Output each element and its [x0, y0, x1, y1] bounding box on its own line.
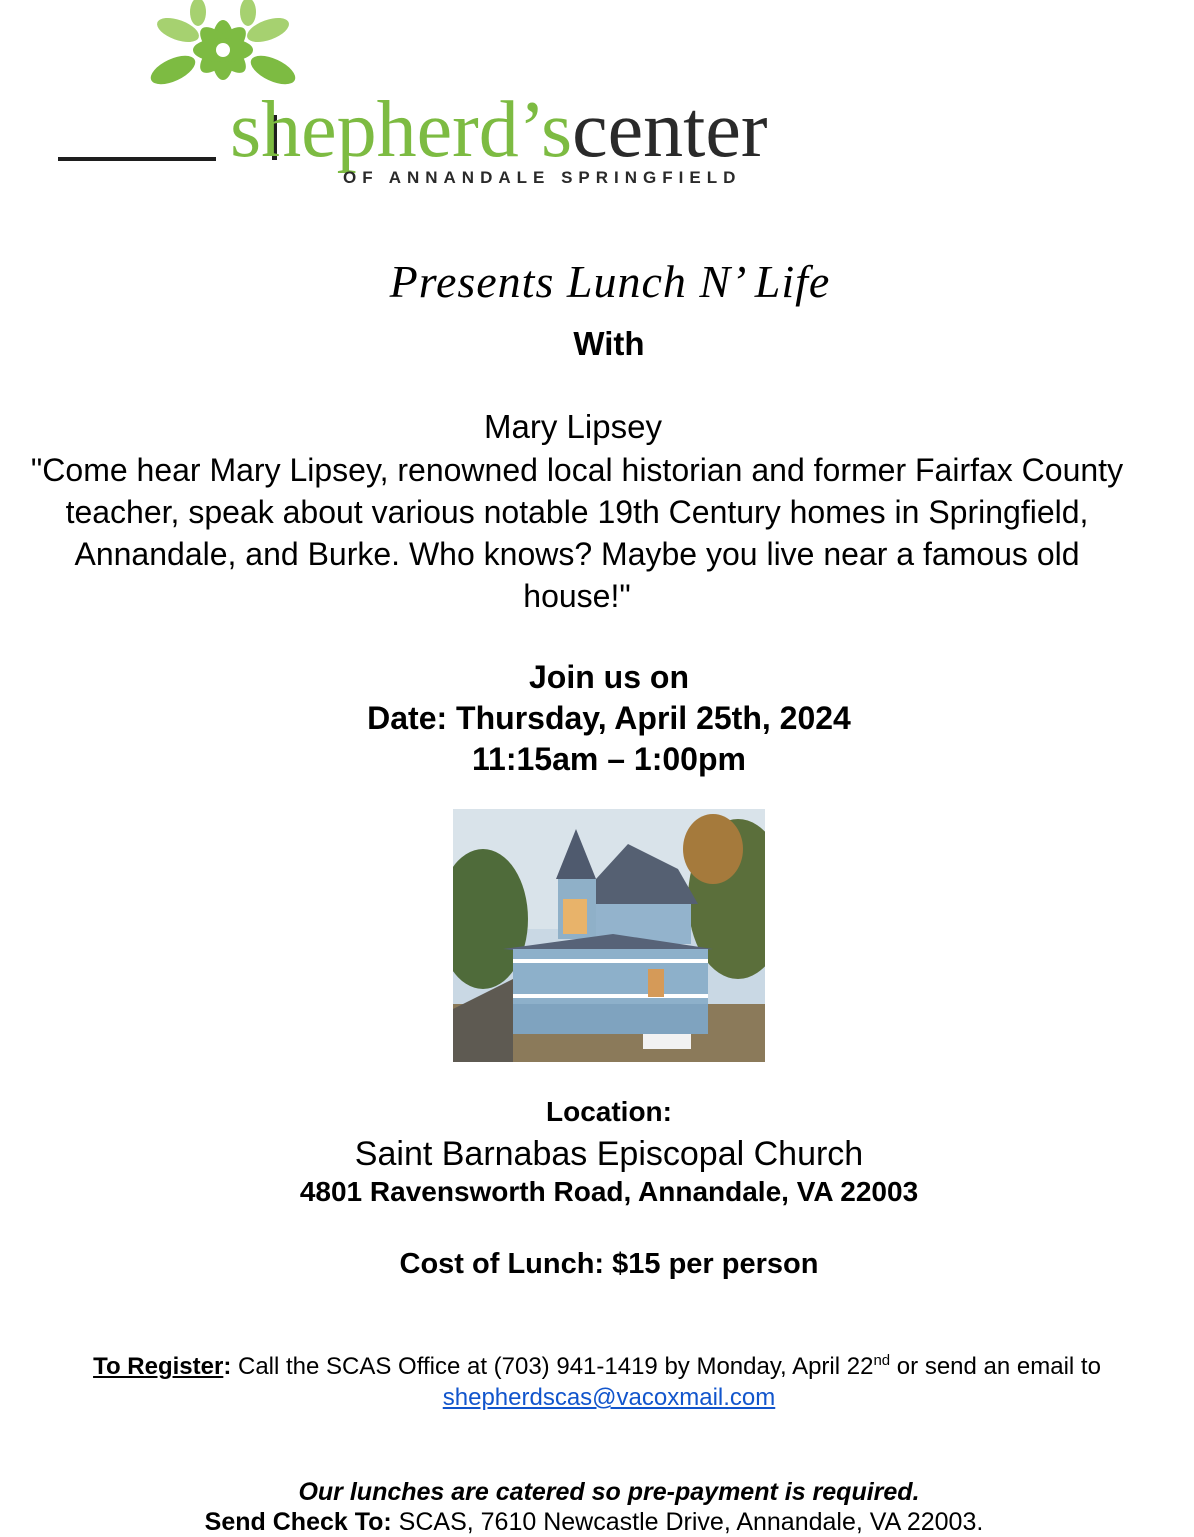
email-link[interactable]: shepherdscas@vacoxmail.com [442, 1384, 776, 1411]
event-details [0, 657, 1194, 780]
register-text-after: or send an email to [890, 1353, 1101, 1380]
logo-word-center: center [572, 86, 768, 174]
register-label: To Register [93, 1353, 224, 1380]
location-address: 4801 Ravensworth Road, Annandale, VA 22003 [299, 1176, 919, 1207]
speaker-quote: "Come hear Mary Lipsey, renowned local historian and former Fairfax County teacher, speak about various notable 19th Century homes in Springfield, Annandale, and Burke. Who knows? Maybe you live near a famous old house!" [30, 452, 1124, 614]
shepherds-center-logo [58, 0, 898, 195]
event-date: Date: Thursday, April 25th, 2024 [367, 700, 851, 736]
logo-wordmark [230, 86, 768, 174]
register-text: Call the SCAS Office at (703) 941-1419 by Monday, April 22 [231, 1353, 874, 1380]
prepayment-note: Our lunches are catered so pre-payment is required. [298, 1478, 920, 1506]
script-title: Presents Lunch N’ Life [389, 256, 831, 307]
register-sup: nd [873, 1352, 891, 1369]
join-line: Join us on [529, 659, 689, 695]
send-check-label: Send Check To: [204, 1508, 392, 1536]
victorian-house-photo [453, 809, 765, 1062]
logo-rule [58, 157, 216, 161]
lunch-cost: Cost of Lunch: $15 per person [399, 1248, 819, 1280]
location-name: Saint Barnabas Episcopal Church [354, 1135, 864, 1173]
send-check-address: SCAS, 7610 Newcastle Drive, Annandale, VA 22003. [391, 1508, 984, 1536]
logo-tagline: OF ANNANDALE SPRINGFIELD [343, 168, 742, 187]
with-heading: With [573, 325, 645, 362]
email-link-row [0, 1384, 1194, 1412]
register-line [0, 1352, 1194, 1381]
location-label: Location: [546, 1096, 672, 1127]
speaker-name: Mary Lipsey [484, 408, 662, 445]
register-colon: : [223, 1353, 232, 1380]
logo-word-shepherds: shepherd’s [230, 86, 573, 174]
event-time: 11:15am – 1:00pm [472, 741, 746, 777]
send-check-line [0, 1508, 1188, 1537]
